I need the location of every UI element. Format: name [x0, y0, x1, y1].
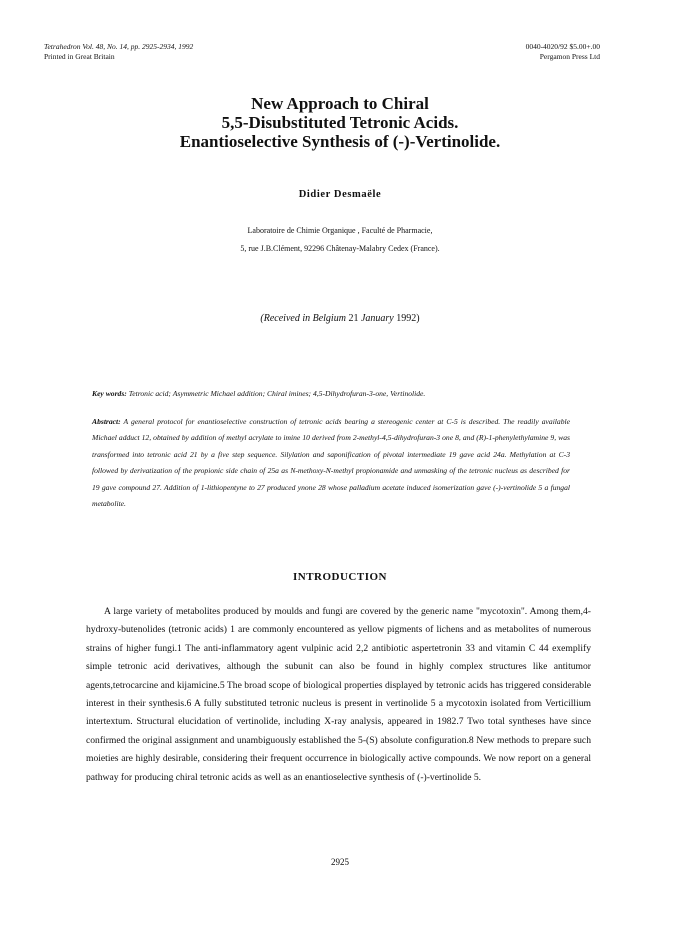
received-month: January: [358, 313, 397, 324]
received-year: 1992): [396, 313, 420, 324]
page-number: 2925: [331, 857, 349, 867]
received-date: [0, 313, 680, 324]
affiliation: [0, 222, 680, 258]
received-prefix: (Received in Belgium: [260, 313, 349, 324]
introduction-body: [86, 603, 591, 787]
publisher-info: [526, 42, 600, 62]
journal-line: Tetrahedron Vol. 48, No. 14, pp. 2925-2934, 1992: [44, 42, 194, 51]
section-heading: INTRODUCTION: [292, 571, 387, 583]
introduction-paragraph: A large variety of metabolites produced by moulds and fungi are covered by the generic name "mycotoxin". Among them,4-hydroxy-butenolides (tetronic acids) 1 are commonly encountered as yellow pigments of lichens and as metabolites of numerous strains of higher fungi.1 The anti-inflammatory agent vulpinic acid 2,2 antibiotic aspertetronin 33 and vitamin C 44 exemplify simple tetronic acid derivatives, although the subunit can also be found in highly complex structures like antitumor agents,tetrocarcine and kijamicine.5 The broad scope of biological properties displayed by tetronic acids has triggered considerable interest in their synthesis.6 A fully substituted tetronic nucleus is present in vertinolide 5 a mycotoxin isolated from Verticillium intertextum. Structural elucidation of vertinolide, including X-ray analysis, appeared in 1982.7 Two total syntheses have since confirmed the original assignment and unambiguously established the 5-(S) absolute configuration.8 New methods to prepare such moieties are highly desirable, considering their frequent occurrence in biologically active compounds. We now report on a general pathway for producing chiral tetronic acids as well as an enantioselective synthesis of (-)-vertinolide 5.: [86, 606, 591, 783]
received-day: 21: [348, 313, 359, 324]
printed-in-line: Printed in Great Britain: [44, 52, 115, 61]
abstract-label: Abstract:: [92, 417, 121, 426]
keywords-text: Tetronic acid; Asymmetric Michael addition; Chiral imines; 4,5-Dihydrofuran-3-one, Vertinolide.: [126, 389, 426, 398]
abstract: [92, 414, 570, 512]
affiliation-line-2: 5, rue J.B.Clément, 92296 Châtenay-Malabry Cedex (France).: [240, 244, 440, 253]
keywords-label: Key words:: [92, 389, 127, 398]
title-line-2: 5,5-Disubstituted Tetronic Acids.: [221, 113, 459, 132]
title-line-1: New Approach to Chiral: [251, 94, 429, 113]
journal-citation: [44, 42, 193, 62]
abstract-text: A general protocol for enantioselective construction of tetronic acids bearing a stereogenic center at C-5 is described. The readily available Michael adduct 12, obtained by addition of methyl acrylate to imine 10 derived from 2-methyl-4,5-dihydrofuran-3 one 8, and (R)-1-phenylethylamine 9, was transformed into tetronic acid 21 by a five step sequence. Silylation and saponification of pivotal intermediate 19 gave acid 24a. Methylation at C-3 followed by derivatization of the propionic side chain of 25a as N-methoxy-N-methyl propionamide and unmasking of the tetronic nucleus as described for 19 gave compound 27. Addition of 1-lithiopentyne to 27 produced ynone 28 whose palladium acetate induced isomerization gave (-)-vertinolide 5 a fungal metabolite.: [92, 417, 570, 509]
affiliation-line-1: Laboratoire de Chimie Organique , Faculté de Pharmacie,: [247, 226, 433, 235]
title-line-3: Enantioselective Synthesis of (-)-Vertinolide.: [179, 132, 501, 151]
price-code: 0040-4020/92 $5.00+.00: [525, 42, 600, 51]
paper-title: [0, 94, 680, 151]
author-name: Didier Desmaële: [298, 189, 382, 200]
keywords: [92, 389, 582, 398]
publisher-name: Pergamon Press Ltd: [539, 52, 600, 61]
